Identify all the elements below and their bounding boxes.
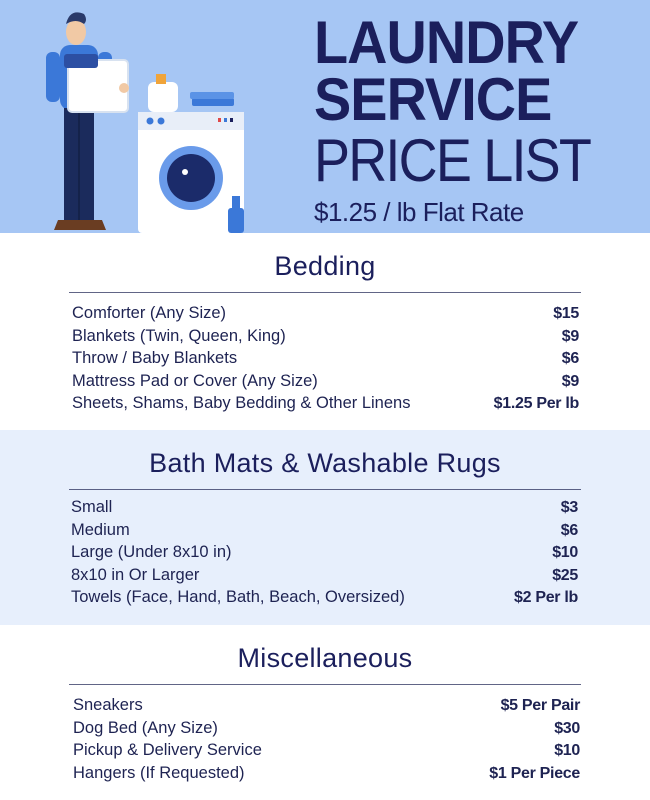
folded-towels-icon	[190, 92, 234, 106]
item-name: Hangers (If Requested)	[73, 763, 245, 782]
section-bath-mats-rugs	[0, 430, 650, 625]
title-block	[314, 9, 644, 228]
item-price: $2 Per lb	[513, 589, 578, 607]
person-holding-basket-icon	[46, 12, 129, 230]
price-row	[73, 764, 580, 787]
item-price: $15	[553, 305, 579, 322]
price-row	[71, 566, 578, 589]
item-name: Dog Bed (Any Size)	[73, 718, 218, 737]
item-price: $3	[560, 499, 578, 516]
item-price: $10	[554, 742, 580, 760]
price-row	[73, 741, 580, 764]
price-row	[72, 349, 579, 372]
item-name: Pickup & Delivery Service	[73, 741, 262, 760]
price-list	[73, 696, 580, 786]
section-divider	[69, 684, 581, 685]
section-miscellaneous	[0, 625, 650, 800]
item-name: Sheets, Shams, Baby Bedding & Other Linens	[72, 394, 411, 413]
price-row	[73, 719, 580, 742]
item-name: Small	[71, 498, 113, 516]
price-list	[72, 304, 579, 417]
item-price: $9	[561, 372, 579, 390]
title-line-2: SERVICE	[314, 66, 552, 133]
item-price: $1.25 Per lb	[493, 395, 579, 413]
flat-rate-text: $1.25 / lb Flat Rate	[314, 197, 524, 227]
item-price: $1 Per Piece	[489, 764, 580, 782]
item-name: Large (Under 8x10 in)	[71, 543, 232, 562]
price-row	[71, 521, 578, 544]
price-row	[73, 696, 580, 719]
price-row	[72, 327, 579, 350]
item-name: Medium	[71, 520, 130, 539]
section-divider	[69, 292, 581, 293]
price-list	[71, 498, 578, 611]
item-price: $30	[554, 719, 580, 737]
item-price: $5 Per Pair	[500, 697, 580, 714]
item-name: Comforter (Any Size)	[72, 304, 227, 322]
section-divider	[69, 489, 581, 490]
item-name: 8x10 in Or Larger	[71, 565, 200, 584]
price-row	[71, 498, 578, 521]
price-row	[72, 394, 579, 417]
item-price: $9	[561, 327, 579, 345]
item-name: Throw / Baby Blankets	[72, 349, 238, 368]
section-title: Miscellaneous	[237, 643, 413, 673]
price-row	[72, 304, 579, 327]
item-price: $6	[560, 521, 578, 539]
item-price: $25	[552, 566, 578, 584]
laundry-illustration	[30, 0, 270, 233]
item-name: Blankets (Twin, Queen, King)	[72, 326, 286, 345]
section-bedding	[0, 233, 650, 430]
detergent-bottle-icon	[148, 74, 178, 112]
item-price: $10	[552, 544, 578, 562]
item-name: Sneakers	[73, 696, 143, 714]
item-name: Towels (Face, Hand, Bath, Beach, Oversized)	[71, 588, 405, 607]
item-name: Mattress Pad or Cover (Any Size)	[72, 371, 318, 390]
section-title: Bedding	[274, 251, 376, 281]
price-row	[71, 543, 578, 566]
title-line-3: PRICE LIST	[314, 127, 591, 194]
title-line-1: LAUNDRY	[314, 9, 579, 76]
item-price: $6	[561, 350, 579, 368]
header-banner	[0, 0, 650, 233]
price-row	[72, 372, 579, 395]
section-title: Bath Mats & Washable Rugs	[149, 448, 501, 478]
price-row	[71, 588, 578, 611]
